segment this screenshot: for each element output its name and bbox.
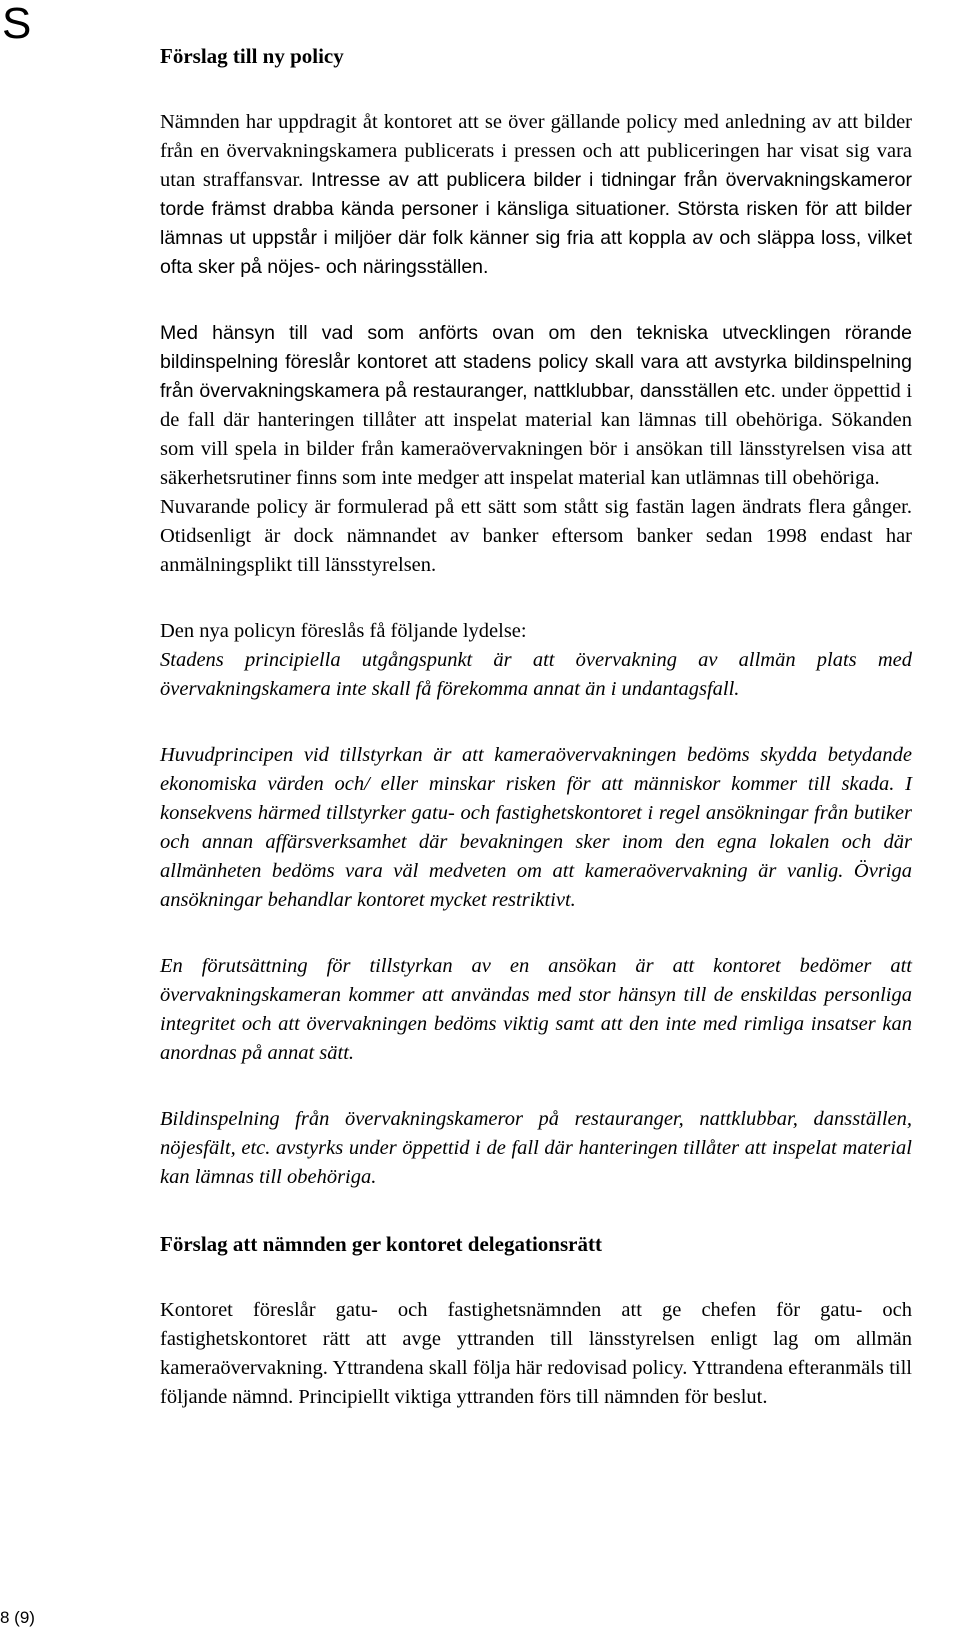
- paragraph-current-policy: Nuvarande policy är formulerad på ett sätt som stått sig fastän lagen ändrats flera gånger. Otidsenligt är dock nämnandet av banker eftersom banker sedan 1998 endast har anmälningsplikt till länsstyrelsen.: [160, 496, 912, 576]
- document-body: [160, 41, 912, 1412]
- paragraph-proposal-part1: Med hänsyn till vad som anförts ovan om den tekniska utvecklingen rörande bildinspelning föreslår kontoret att stadens policy skall vara att avstyrka bildinspelning från övervakningskamera på restauranger, nattklubbar, dansställen etc.: [160, 322, 912, 402]
- policy-statement-2: Huvudprincipen vid tillstyrkan är att kameraövervakningen bedöms skydda betydande ekonomiska värden och/ eller minskar risken för att människor kommer till skada. I konsekvens härmed tillstyrker gatu- och fastighetskontoret i regel ansökningar från butiker och annan affärsverksamhet där bevakningen sker inom den egna lokalen och där allmänheten bedöms vara väl medveten om att kameraövervakning är vanlig. Övriga ansökningar behandlar kontoret mycket restriktivt.: [160, 744, 912, 911]
- page-number: 8 (9): [0, 1608, 35, 1627]
- paragraph-background-part1: Nämnden har uppdragit åt kontoret att se över gällande policy med anledning av att bilder från en övervakningskamera publicerats i pressen och att publiceringen har visat sig vara utan straffansvar.: [160, 111, 912, 191]
- policy-intro: Den nya policyn föreslås få följande lydelse:: [160, 620, 527, 642]
- policy-statement-3: En förutsättning för tillstyrkan av en ansökan är att kontoret bedömer att övervakningskameran kommer att användas med stor hänsyn till de enskildas personliga integritet och att övervakningen bedöms viktig samt att den inte med rimliga insatser kan anordnas på annat sätt.: [160, 955, 912, 1064]
- logo-letter: S: [2, 0, 32, 48]
- section-heading-new-policy: Förslag till ny policy: [160, 44, 344, 68]
- paragraph-proposal: [160, 319, 912, 493]
- paragraph-proposal-part2: under öppettid i de fall där hanteringen tillåter att inspelat material kan lämnas till obehöriga. Sökanden som vill spela in bilder från kameraövervakningen bör i ansökan till länsstyrelsen visa att säkerhetsrutiner finns som inte medger att inspelat material kan utlämnas till obehöriga.: [160, 380, 913, 489]
- paragraph-background: [160, 108, 912, 282]
- section-heading-delegation: Förslag att nämnden ger kontoret delegationsrätt: [160, 1232, 602, 1256]
- policy-statement-1: Stadens principiella utgångspunkt är att övervakning av allmän plats med övervakningskamera inte skall få förekomma annat än i undantagsfall.: [160, 649, 912, 700]
- paragraph-background-part2: Intresse av att publicera bilder i tidningar från övervakningskameror torde främst drabba kända personer i känsliga situationer. Största risken för att bilder lämnas ut uppstår i miljöer där folk känner sig fria att koppla av och släppa loss, vilket ofta sker på nöjes- och näringsställen.: [160, 169, 912, 278]
- policy-statement-4: Bildinspelning från övervakningskameror på restauranger, nattklubbar, dansställen, nöjesfält, etc. avstyrks under öppettid i de fall där hanteringen tillåter att inspelat material kan lämnas till obehöriga.: [160, 1108, 912, 1188]
- paragraph-delegation: Kontoret föreslår gatu- och fastighetsnämnden att ge chefen för gatu- och fastighetskontoret rätt att avge yttranden till länsstyrelsen enligt lag om allmän kameraövervakning. Yttrandena skall följa här redovisad policy. Yttrandena efteranmäls till följande nämnd. Principiellt viktiga yttranden förs till nämnden för beslut.: [160, 1299, 912, 1408]
